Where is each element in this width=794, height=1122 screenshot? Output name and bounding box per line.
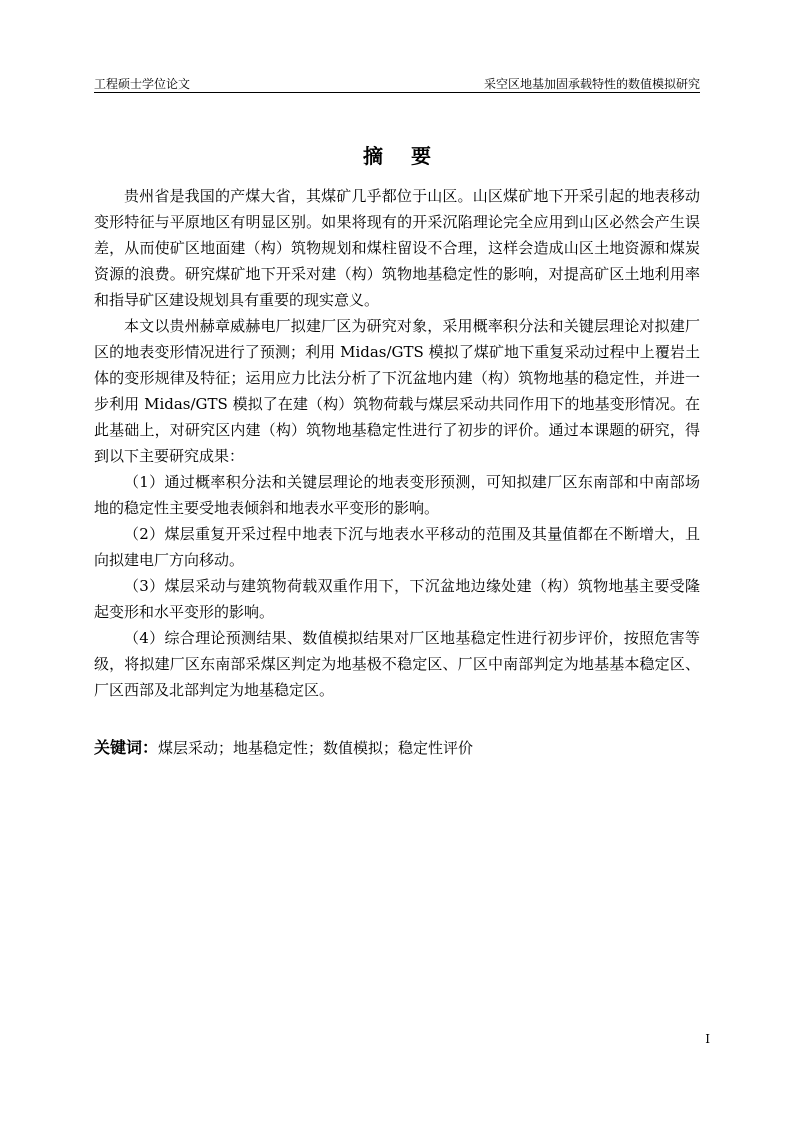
keywords-text: 煤层采动；地基稳定性；数值模拟；稳定性评价 <box>158 739 474 757</box>
finding-4: （4）综合理论预测结果、数值模拟结果对厂区地基稳定性进行初步评价，按照危害等级，将拟建厂区东南部采煤区判定为地基极不稳定区、厂区中南部判定为地基基本稳定区、厂区西部及北部判定为地基稳定区。 <box>94 629 700 699</box>
abstract-title: 摘要 <box>363 144 459 168</box>
abstract-paragraph-1: 贵州省是我国的产煤大省，其煤矿几乎都位于山区。山区煤矿地下开采引起的地表移动变形特征与平原地区有明显区别。如果将现有的开采沉陷理论完全应用到山区必然会产生误差，从而使矿区地面建（构）筑物规划和煤柱留设不合理，这样会造成山区土地资源和煤炭资源的浪费。研究煤矿地下开采对建（构）筑物地基稳定性的影响，对提高矿区土地利用率和指导矿区建设规划具有重要的现实意义。 <box>94 187 700 309</box>
finding-1: （1）通过概率积分法和关键层理论的地表变形预测，可知拟建厂区东南部和中南部场地的稳定性主要受地表倾斜和地表水平变形的影响。 <box>94 473 700 517</box>
finding-3: （3）煤层采动与建筑物荷载双重作用下，下沉盆地边缘处建（构）筑物地基主要受隆起变形和水平变形的影响。 <box>94 577 700 621</box>
page-number: I <box>705 1032 710 1046</box>
abstract-body <box>94 183 700 703</box>
keywords-line <box>94 735 700 761</box>
abstract-paragraph-2: 本文以贵州赫章威赫电厂拟建厂区为研究对象，采用概率积分法和关键层理论对拟建厂区的地表变形情况进行了预测；利用 Midas/GTS 模拟了煤矿地下重复采动过程中上覆岩土体的变形规律及特征；运用应力比法分析了下沉盆地内建（构）筑物地基的稳定性，并进一步利用 Midas/GTS 模拟了在建（构）筑物荷载与煤层采动共同作用下的地基变形情况。在此基础上，对研究区内建（构）筑物地基稳定性进行了初步的评价。通过本课题的研究，得到以下主要研究成果： <box>94 317 700 465</box>
keywords-label: 关键词： <box>94 738 159 757</box>
header-degree-type: 工程硕士学位论文 <box>94 77 191 91</box>
header-thesis-title: 采空区地基加固承载特性的数值模拟研究 <box>483 77 700 91</box>
finding-2: （2）煤层重复开采过程中地表下沉与地表水平移动的范围及其量值都在不断增大，且向拟建电厂方向移动。 <box>94 525 700 569</box>
header-divider <box>94 92 700 93</box>
